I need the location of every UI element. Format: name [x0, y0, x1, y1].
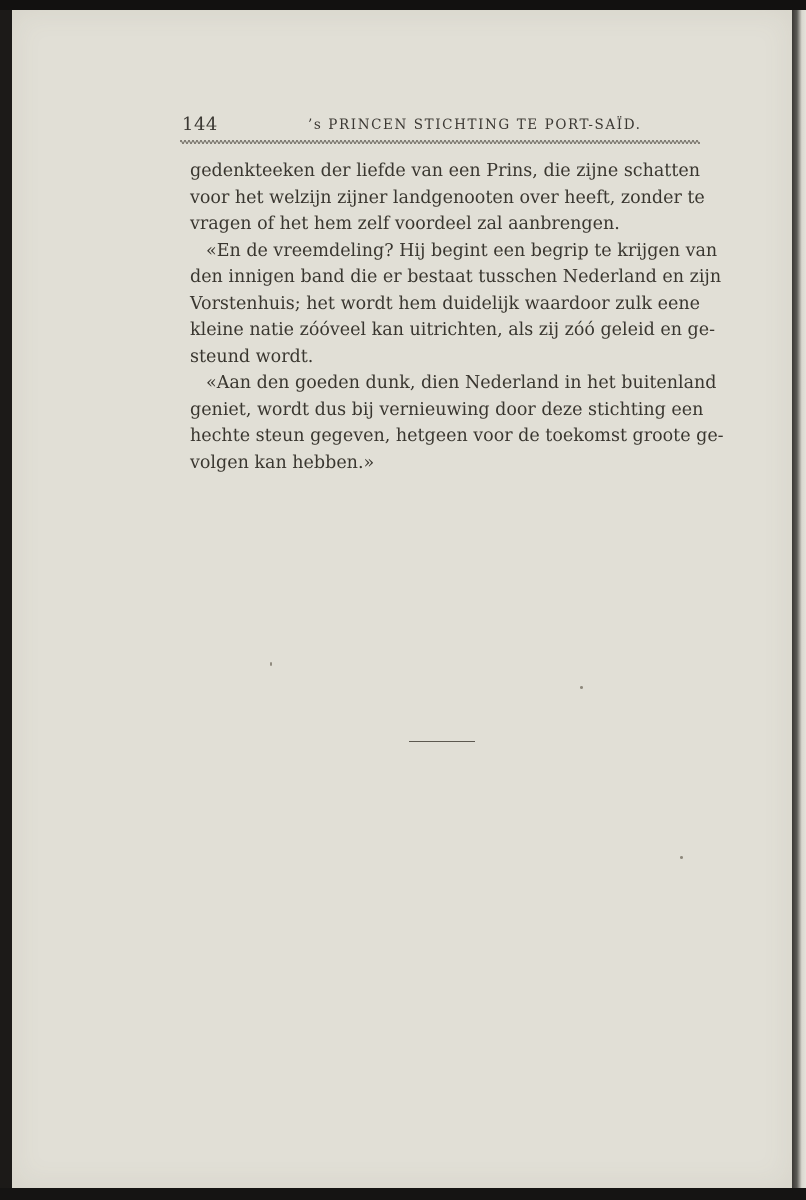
page-number: 144: [182, 114, 218, 135]
paragraph: [190, 238, 722, 371]
text-line: Vorstenhuis; het wordt hem duidelijk waardoor zulk eene: [190, 293, 700, 314]
text-line: «Aan den goeden dunk, dien Nederland in het buitenland: [206, 373, 717, 393]
scan-border-bottom: [0, 1188, 806, 1200]
body-text: [190, 158, 724, 476]
text-line: steund wordt.: [190, 346, 314, 367]
end-rule: [409, 741, 475, 742]
text-line: den innigen band die er bestaat tusschen Nederland en zijn: [190, 267, 722, 287]
text-line: vragen of het hem zelf voordeel zal aanbrengen.: [190, 214, 620, 234]
text-line: kleine natie zóóveel kan uitrichten, als zij zóó geleid en ge-: [190, 320, 716, 340]
text-line: hechte steun gegeven, hetgeen voor de toekomst groote ge-: [190, 426, 724, 446]
scan-border-top: [0, 0, 806, 10]
running-head: [172, 112, 702, 136]
paper-speck: [270, 662, 272, 666]
running-title: ’s PRINCEN STICHTING TE PORT-SAÏD.: [308, 117, 642, 133]
paper-speck: [580, 686, 583, 689]
text-line: voor het welzijn zijner landgenooten over heeft, zonder te: [190, 187, 705, 208]
paragraph: [190, 158, 705, 238]
paper-speck: [680, 856, 683, 859]
paragraph: [190, 370, 724, 476]
text-line: gedenkteeken der liefde van een Prins, die zijne schatten: [190, 161, 700, 181]
wavy-rule-ornament: [180, 138, 700, 146]
next-page-edge: [792, 10, 806, 1188]
text-line: volgen kan hebben.»: [190, 452, 375, 473]
text-line: «En de vreemdeling? Hij begint een begrip te krijgen van: [206, 240, 718, 261]
text-line: geniet, wordt dus bij vernieuwing door deze stichting een: [190, 399, 704, 420]
